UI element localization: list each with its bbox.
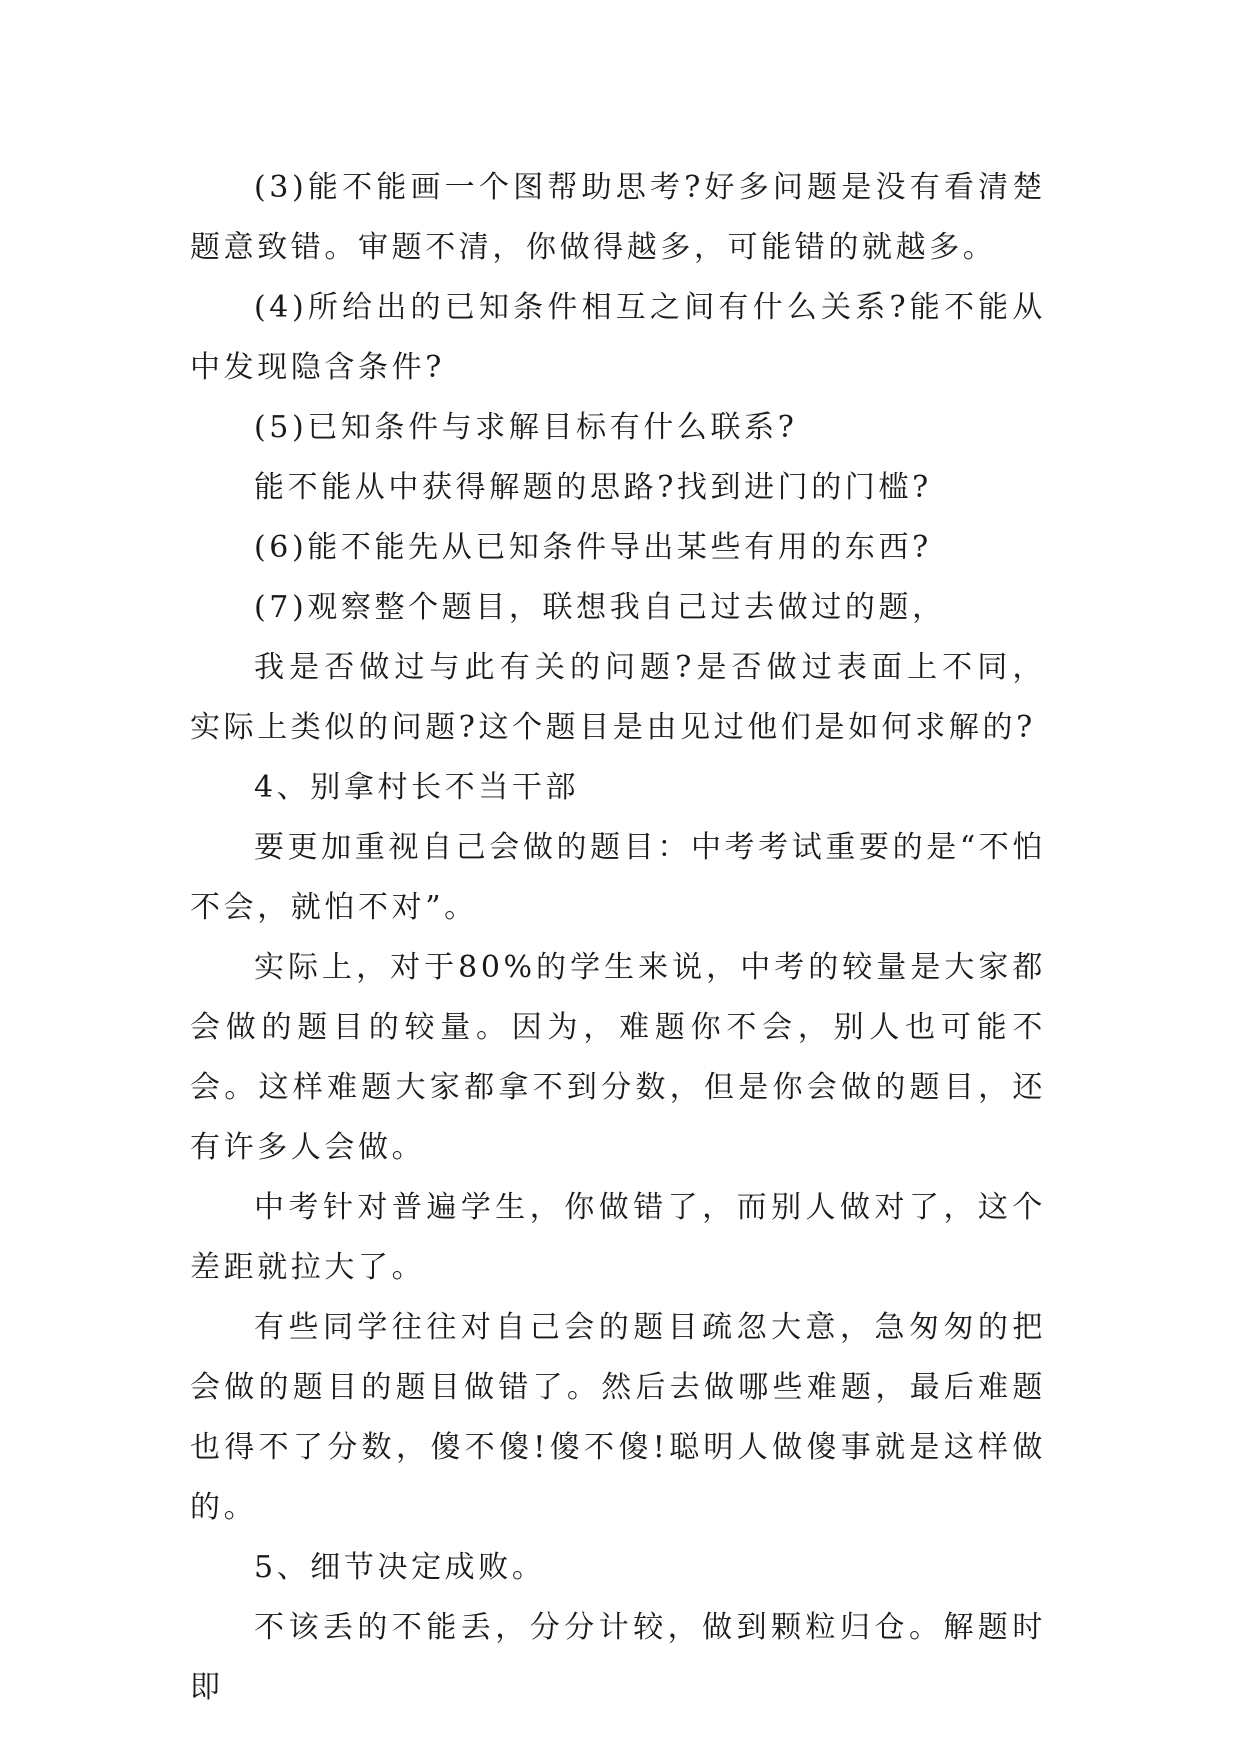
paragraph: 我是否做过与此有关的问题?是否做过表面上不同，实际上类似的问题?这个题目是由见过他们是如何求解的? [190,650,1046,745]
paragraph: (6)能不能先从已知条件导出某些有用的东西? [254,530,932,565]
paragraph: 有些同学往往对自己会的题目疏忽大意，急匆匆的把会做的题目的题目做错了。然后去做哪些难题，最后难题也得不了分数，傻不傻!傻不傻!聪明人做傻事就是这样做的。 [190,1310,1046,1525]
paragraph: (3)能不能画一个图帮助思考?好多问题是没有看清楚题意致错。审题不清，你做得越多，可能错的就越多。 [190,170,1046,265]
section-heading: 5、细节决定成败。 [254,1550,546,1585]
paragraph: 要更加重视自己会做的题目：中考考试重要的是“不怕不会，就怕不对”。 [190,830,1046,925]
document-body [190,158,1046,1718]
paragraph: 能不能从中获得解题的思路?找到进门的门槛? [254,470,932,505]
paragraph: 实际上，对于80%的学生来说，中考的较量是大家都会做的题目的较量。因为，难题你不会，别人也可能不会。这样难题大家都拿不到分数，但是你会做的题目，还有许多人会做。 [190,950,1046,1165]
paragraph: 不该丢的不能丢，分分计较，做到颗粒归仓。解题时即 [190,1610,1046,1705]
paragraph: 中考针对普遍学生，你做错了，而别人做对了，这个差距就拉大了。 [190,1190,1046,1285]
paragraph: (4)所给出的已知条件相互之间有什么关系?能不能从中发现隐含条件? [190,290,1046,385]
section-heading: 4、别拿村长不当干部 [254,770,580,805]
paragraph: (5)已知条件与求解目标有什么联系? [254,410,798,445]
paragraph: (7)观察整个题目，联想我自己过去做过的题， [254,590,946,625]
